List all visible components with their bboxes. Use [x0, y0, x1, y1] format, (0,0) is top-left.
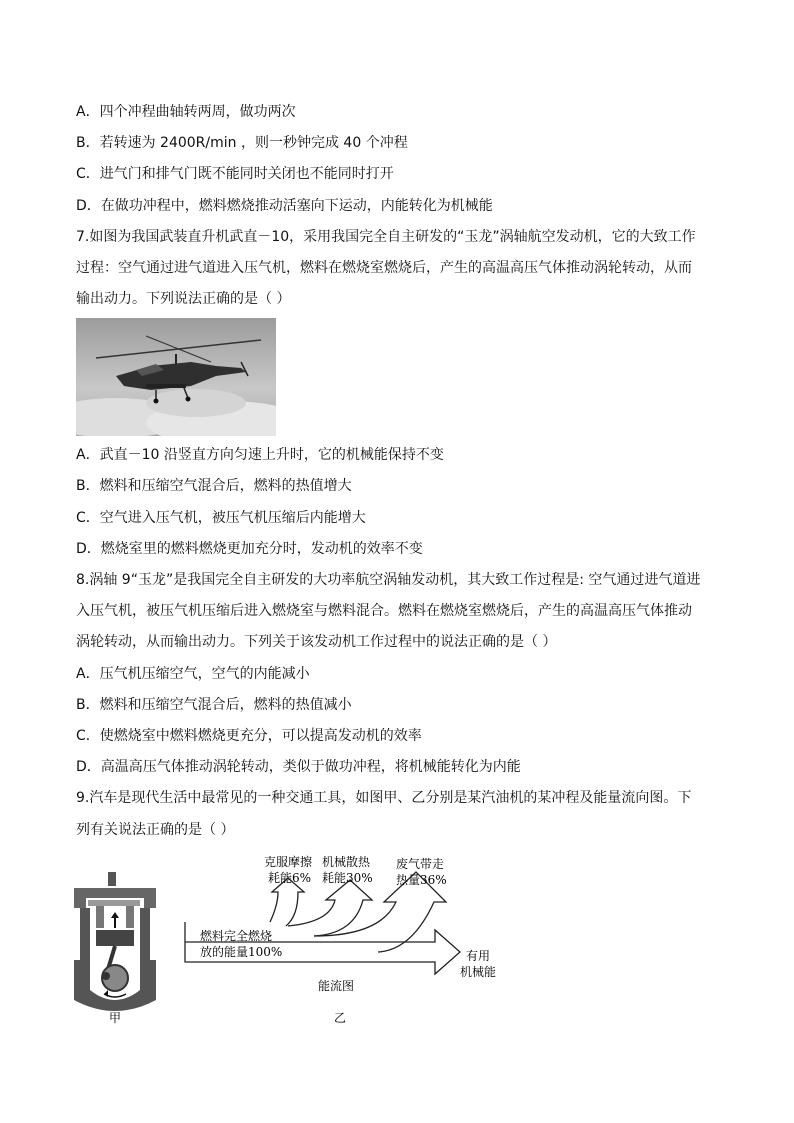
q8-option-d: D．高温高压气体推动涡轮转动，类似于做功冲程，将机械能转化为内能	[76, 759, 521, 775]
q8-option-a: A．压气机压缩空气，空气的内能减小	[76, 666, 310, 682]
q6-option-c: C．进气门和排气门既不能同时关闭也不能同时打开	[76, 166, 394, 182]
loss-exhaust-line-2: 热量36%	[396, 873, 447, 887]
q7-option-d: D．燃烧室里的燃料燃烧更加充分时，发动机的效率不变	[76, 541, 423, 557]
q7-option-a: A．武直－10 沿竖直方向匀速上升时，它的机械能保持不变	[76, 447, 444, 463]
loss-heat-line-2: 耗能30%	[322, 871, 373, 885]
q8-option-c: C．使燃烧室中燃料燃烧更充分，可以提高发动机的效率	[76, 728, 422, 744]
loss-exhaust-line-1: 废气带走	[396, 857, 445, 871]
q6-option-b: B．若转速为 2400R/min ，则一秒钟完成 40 个冲程	[76, 135, 408, 151]
q7-option-b: B．燃料和压缩空气混合后，燃料的热值增大	[76, 478, 352, 494]
q6-option-d: D．在做功冲程中，燃料燃烧推动活塞向下运动，内能转化为机械能	[76, 198, 493, 214]
engine-cylinder-diagram	[74, 872, 156, 1011]
output-label-line-2: 机械能	[460, 965, 497, 979]
loss-friction-line-1: 克服摩擦	[264, 855, 313, 869]
q9-figure	[60, 850, 530, 1030]
helicopter-photo	[76, 318, 276, 436]
q6-option-a: A．四个冲程曲轴转两周，做功两次	[76, 104, 296, 120]
q8-stem-line-2: 入压气机，被压气机压缩后进入燃烧室与燃料混合。燃料在燃烧室燃烧后，产生的高温高压气体推动	[76, 603, 692, 619]
label-jia: 甲	[108, 1011, 122, 1025]
input-label-line-1: 燃料完全燃烧	[200, 929, 273, 943]
q7-stem-line-1: 7.如图为我国武装直升机武直－10，采用我国完全自主研发的“玉龙”涡轴航空发动机，它的大致工作	[76, 229, 696, 245]
loss-heat-line-1: 机械散热	[322, 855, 371, 869]
loss-friction-line-2: 耗能6%	[268, 871, 312, 885]
q9-stem-line-2: 列有关说法正确的是（ ）	[76, 822, 235, 838]
q7-option-c: C．空气进入压气机，被压气机压缩后内能增大	[76, 510, 366, 526]
q7-stem-line-2: 过程：空气通过进气道进入压气机，燃料在燃烧室燃烧后，产生的高温高压气体推动涡轮转动，从而	[76, 260, 692, 276]
energy-flow-title: 能流图	[318, 979, 355, 993]
q8-stem-line-3: 涡轮转动，从而输出动力。下列关于该发动机工作过程中的说法正确的是（ ）	[76, 634, 557, 650]
input-label-line-2: 放的能量100%	[200, 945, 283, 959]
q8-option-b: B．燃料和压缩空气混合后，燃料的热值减小	[76, 697, 352, 713]
output-label-line-1: 有用	[466, 949, 491, 963]
q7-stem-line-3: 输出动力。下列说法正确的是（ ）	[76, 291, 291, 307]
label-yi: 乙	[334, 1011, 347, 1025]
q9-stem-line-1: 9.汽车是现代生活中最常见的一种交通工具，如图甲、乙分别是某汽油机的某冲程及能量流向图。下	[76, 790, 692, 806]
q8-stem-line-1: 8.涡轴 9“玉龙”是我国完全自主研发的大功率航空涡轴发动机，其大致工作过程是: 空气通过进气道进	[76, 572, 701, 588]
